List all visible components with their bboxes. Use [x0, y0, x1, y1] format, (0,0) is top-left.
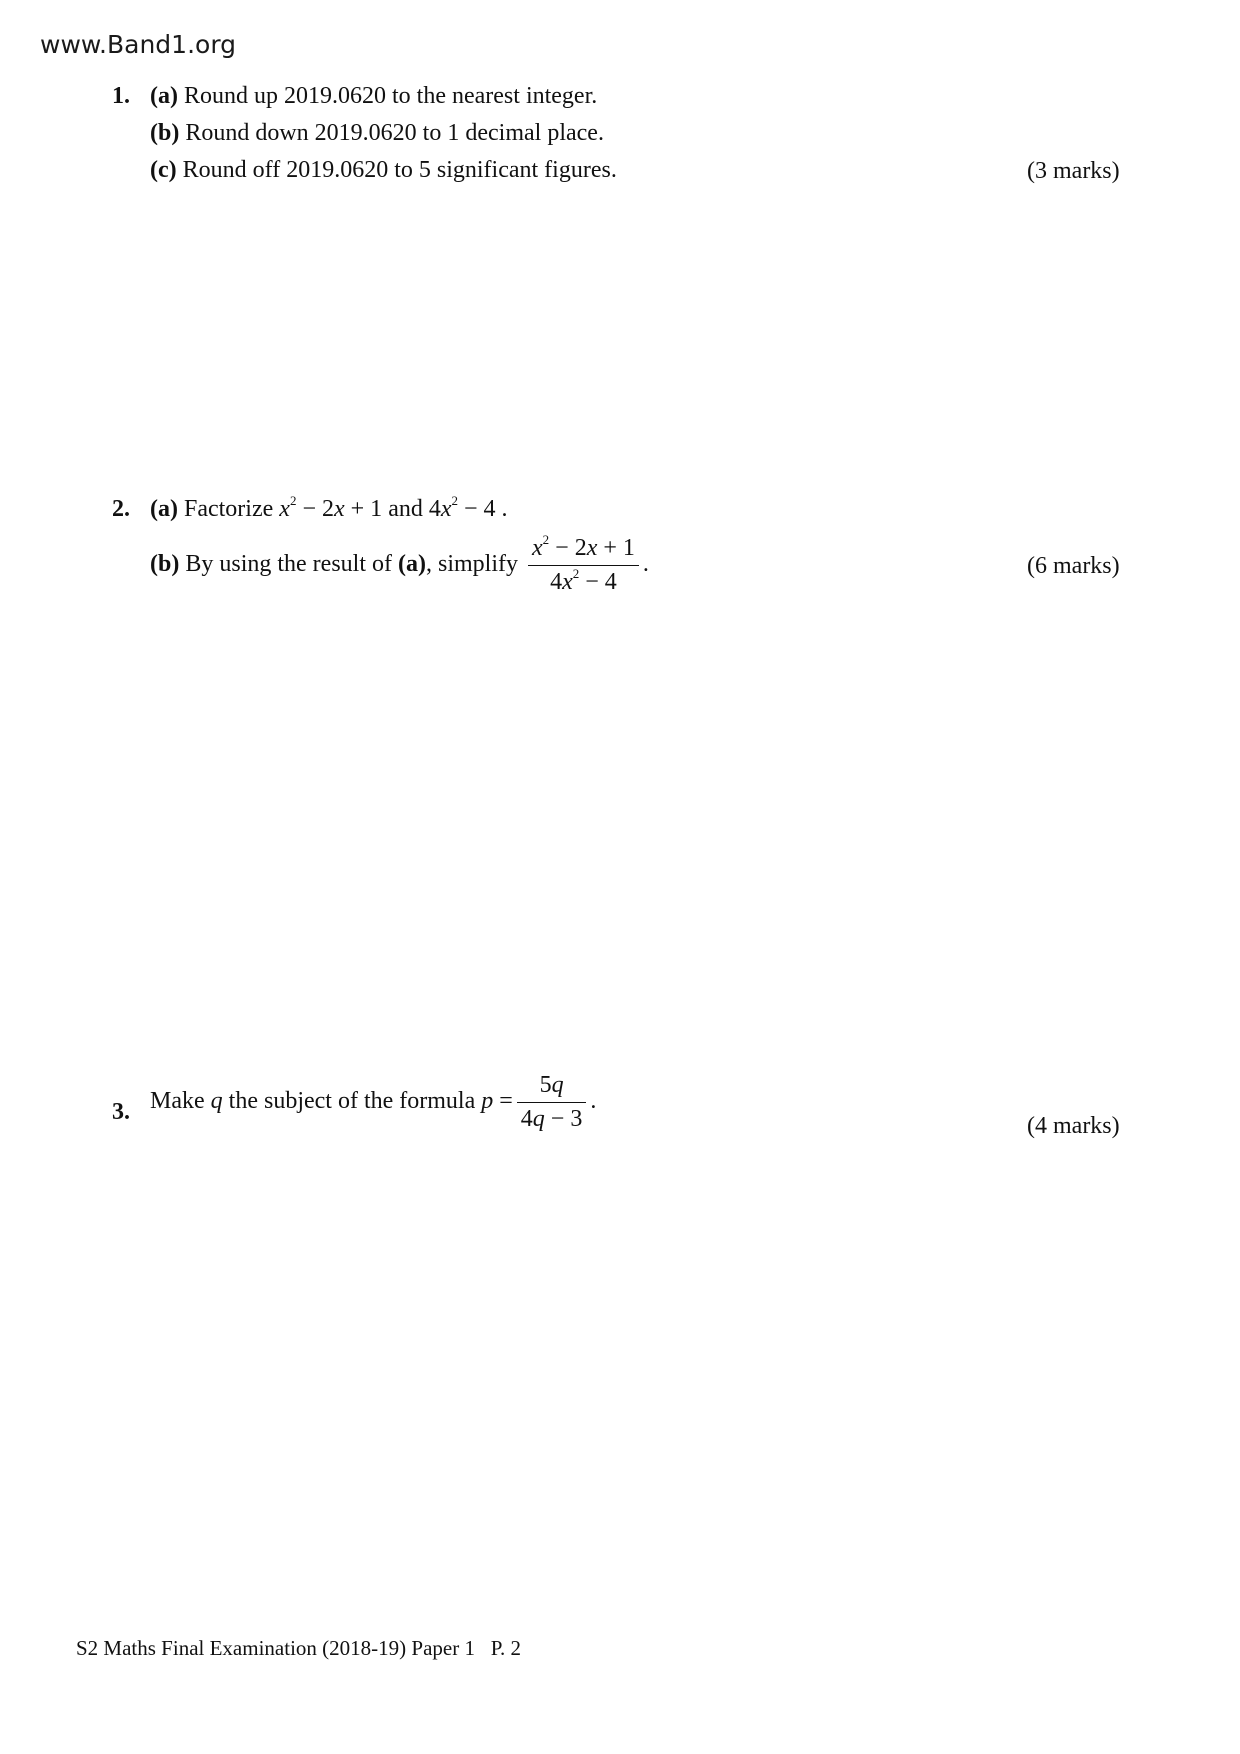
footer-title: S2 Maths Final Examination (2018-19) Paper 1 [76, 1636, 475, 1660]
question-3-text [150, 1072, 596, 1133]
expression-2: $4x^2 - 4$ . [428, 493, 508, 522]
question-2b: (b) By using the result of (a), simplify $\frac{x^2 - 2x + 1}{4x^2 - 4}$ . [150, 532, 649, 595]
part-label: (a) [150, 496, 178, 522]
question-number: 2. [112, 496, 130, 522]
part-reference: (a) [398, 551, 426, 578]
question-number: 3. [112, 1099, 130, 1125]
fraction-denominator: 4q − 3 [520, 1105, 583, 1132]
part-label: (c) [150, 157, 177, 183]
question-1a [150, 84, 597, 108]
fraction-numerator: $x^2 - 2x + 1$ [528, 535, 639, 566]
part-label: (b) [150, 551, 180, 578]
marks-q1: (3 marks) [1027, 158, 1120, 184]
fraction-expression [517, 1072, 587, 1133]
site-watermark: www.Band1.org [40, 30, 237, 59]
question-1b [150, 121, 604, 145]
part-text: Round down 2019.0620 to 1 decimal place. [185, 120, 604, 146]
formula: p = $\frac{5q}{4q - 3}$ . [481, 1072, 597, 1132]
part-text: Round up 2019.0620 to the nearest integer. [183, 83, 598, 109]
page-footer [76, 1636, 521, 1661]
fraction-expression [528, 532, 639, 596]
question-text: the subject of the formula [228, 1088, 476, 1115]
fraction-numerator: 5q [517, 1072, 587, 1103]
conjunction: and [388, 496, 423, 522]
part-label: (a) [150, 83, 178, 109]
part-label: (b) [150, 120, 180, 146]
part-text: , simplify [425, 551, 518, 578]
question-number: 1. [112, 83, 130, 109]
fraction-denominator: $4x^2 - 4$ [550, 565, 617, 595]
part-text: Round off 2019.0620 to 5 significant figures. [182, 157, 617, 183]
marks-q2: (6 marks) [1027, 553, 1120, 579]
marks-q3: (4 marks) [1027, 1113, 1120, 1139]
question-1c [150, 158, 617, 182]
question-2a [150, 493, 508, 522]
question-text: Make [150, 1088, 205, 1115]
question-variable: q [210, 1088, 223, 1115]
part-text: By using the result of [185, 551, 392, 578]
expression-1: $x^2 - 2x + 1$ [279, 493, 383, 522]
page-number: P. 2 [490, 1636, 522, 1660]
part-text: Factorize [183, 496, 274, 522]
